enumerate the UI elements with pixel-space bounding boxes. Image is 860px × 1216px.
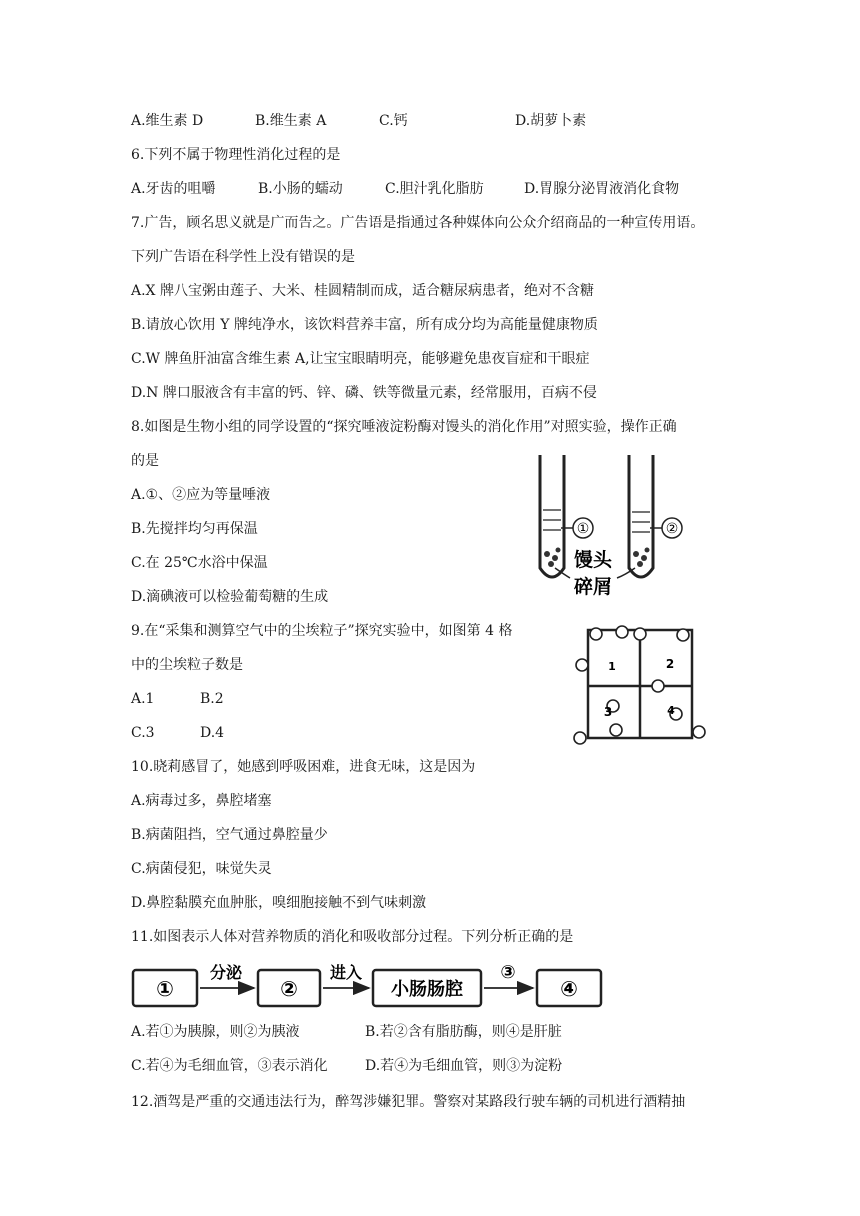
- grid-cell-3: 3: [603, 705, 613, 719]
- test-tube-right: [629, 455, 653, 577]
- digestion-flow-diagram: [128, 958, 608, 1010]
- dust-grid-figure: [568, 618, 718, 752]
- flow-box-3-label: 小肠肠腔: [391, 979, 463, 1000]
- q5-option-b: B.维生素 A: [255, 113, 327, 129]
- flow-box-2-label: ②: [280, 977, 298, 1001]
- grid-cell-2: 2: [665, 657, 675, 671]
- q6-option-b: B.小肠的蠕动: [258, 181, 343, 197]
- q7-option-c: C.W 牌鱼肝油富含维生素 A,让宝宝眼睛明亮，能够避免患夜盲症和干眼症: [131, 351, 590, 367]
- q7-stem-line-1: 7.广告，顾名思义就是广而告之。广告语是指通过各种媒体向公众介绍商品的一种宣传用语。: [131, 215, 705, 231]
- flow-arrow-2-label: 进入: [329, 963, 363, 982]
- q6-option-a: A.牙齿的咀嚼: [131, 181, 216, 197]
- q9-option-d: D.4: [200, 725, 225, 741]
- bread-crumb-label-1: 馒头: [573, 549, 613, 571]
- q5-option-c: C.钙: [379, 113, 408, 129]
- q10-option-b: B.病菌阻挡，空气通过鼻腔量少: [131, 827, 328, 843]
- q11-option-c: C.若④为毛细血管，③表示消化: [131, 1058, 328, 1074]
- q6-stem: 6.下列不属于物理性消化过程的是: [131, 147, 341, 163]
- q9-stem-line-1: 9.在“采集和测算空气中的尘埃粒子”探究实验中，如图第 4 格: [131, 623, 513, 639]
- q10-option-d: D.鼻腔黏膜充血肿胀，嗅细胞接触不到气味刺激: [131, 895, 427, 911]
- q7-option-d: D.N 牌口服液含有丰富的钙、锌、磷、铁等微量元素，经常服用，百病不侵: [131, 385, 597, 401]
- q7-option-b: B.请放心饮用 Y 牌纯净水，该饮料营养丰富，所有成分均为高能量健康物质: [131, 317, 598, 333]
- flow-arrow-1-label: 分泌: [209, 963, 243, 982]
- test-tube-left: [540, 455, 564, 577]
- q6-option-d: D.胃腺分泌胃液消化食物: [524, 181, 680, 197]
- q7-option-a: A.X 牌八宝粥由莲子、大米、桂圆精制而成，适合糖尿病患者，绝对不含糖: [131, 283, 594, 299]
- q10-option-c: C.病菌侵犯，味觉失灵: [131, 861, 272, 877]
- q8-stem-line-2: 的是: [131, 453, 159, 469]
- q5-option-d: D.胡萝卜素: [515, 113, 587, 129]
- test-tube-figure: [525, 450, 700, 600]
- q8-stem-line-1: 8.如图是生物小组的同学设置的“探究唾液淀粉酶对馒头的消化作用”对照实验，操作正确: [131, 419, 677, 435]
- q12-stem: 12.酒驾是严重的交通违法行为，醉驾涉嫌犯罪。警察对某路段行驶车辆的司机进行酒精抽: [131, 1094, 686, 1110]
- q8-option-d: D.滴碘液可以检验葡萄糖的生成: [131, 589, 329, 605]
- q8-option-a: A.①、②应为等量唾液: [131, 487, 271, 503]
- grid-cell-1: 1: [608, 660, 616, 673]
- q11-option-b: B.若②含有脂肪酶，则④是肝脏: [365, 1024, 562, 1040]
- bread-crumb-label-2: 碎屑: [573, 576, 613, 598]
- flow-arrow-3-label: ③: [500, 962, 516, 983]
- q9-option-a: A.1: [131, 691, 155, 707]
- q10-option-a: A.病毒过多，鼻腔堵塞: [131, 793, 272, 809]
- q11-stem: 11.如图表示人体对营养物质的消化和吸收部分过程。下列分析正确的是: [131, 929, 574, 945]
- q6-option-c: C.胆汁乳化脂肪: [385, 181, 484, 197]
- flow-box-4-label: ④: [560, 977, 578, 1001]
- q8-option-c: C.在 25℃水浴中保温: [131, 555, 268, 571]
- q7-stem-line-2: 下列广告语在科学性上没有错误的是: [131, 249, 355, 265]
- tube-label-2: ②: [665, 521, 679, 537]
- q9-option-b: B.2: [200, 691, 224, 707]
- flow-box-1-label: ①: [156, 977, 174, 1001]
- q9-option-c: C.3: [131, 725, 155, 741]
- tube-label-1: ①: [576, 521, 590, 537]
- q11-option-d: D.若④为毛细血管，则③为淀粉: [365, 1058, 563, 1074]
- q11-option-a: A.若①为胰腺，则②为胰液: [131, 1024, 300, 1040]
- q10-stem: 10.晓莉感冒了，她感到呼吸困难，进食无味，这是因为: [131, 759, 476, 775]
- grid-cell-4: 4: [667, 704, 675, 717]
- q9-stem-line-2: 中的尘埃粒子数是: [131, 657, 243, 673]
- q5-option-a: A.维生素 D: [131, 113, 204, 129]
- q8-option-b: B.先搅拌均匀再保温: [131, 521, 258, 537]
